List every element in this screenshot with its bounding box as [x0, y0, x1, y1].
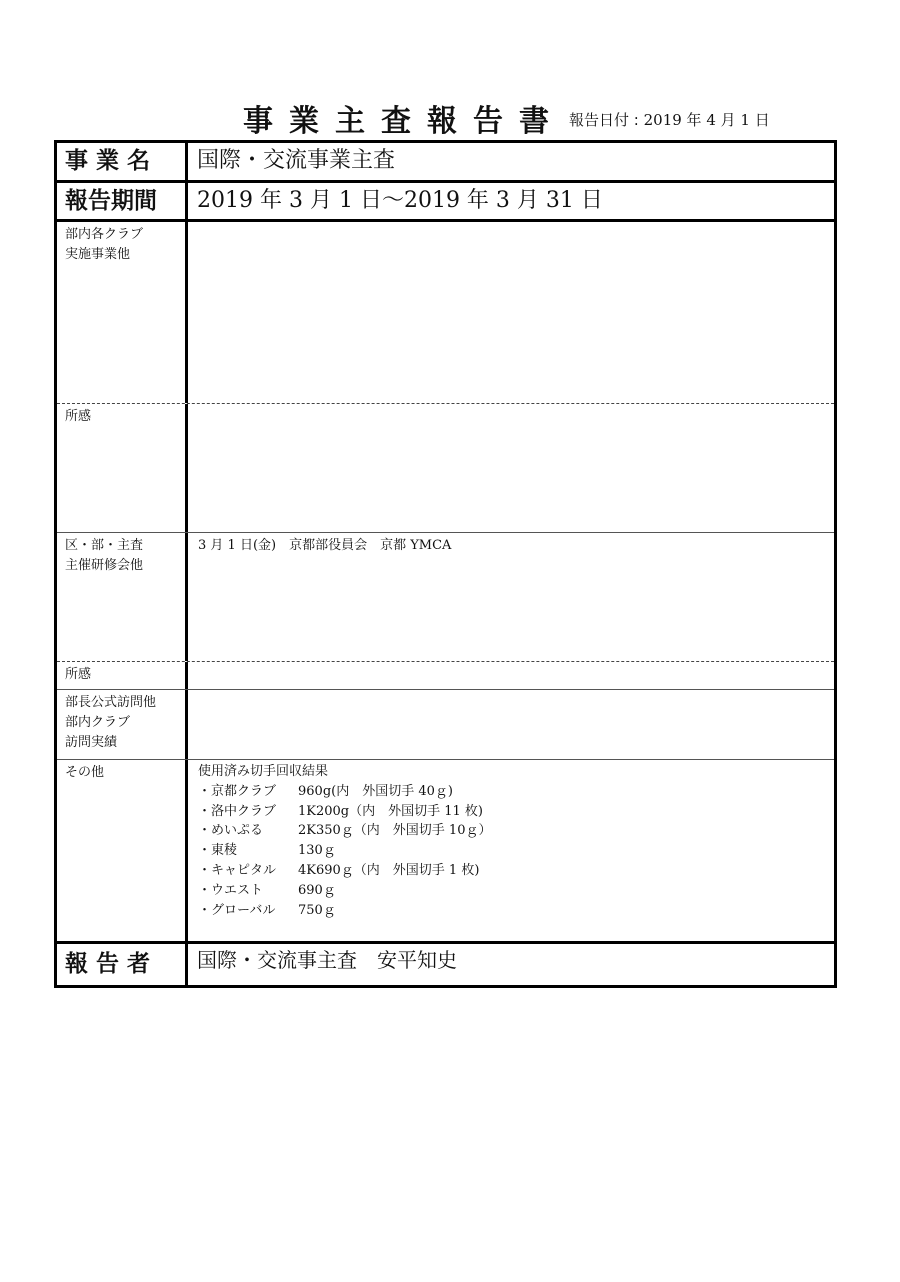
row-impression-2	[57, 662, 834, 690]
period-label: 報告期間	[57, 183, 188, 219]
row-other	[57, 760, 834, 944]
period-value: 2019 年 3 月 1 日～2019 年 3 月 31 日	[197, 188, 603, 213]
club-events-label	[57, 222, 188, 403]
list-item: ・めいぷる 2K350ｇ（内 外国切手 10ｇ）	[198, 823, 492, 839]
impression-1-label: 所感	[57, 404, 188, 532]
visits-label-line: 訪問実績	[65, 735, 118, 750]
club-events-label-line: 部内各クラブ	[65, 227, 144, 242]
visits-label	[57, 690, 188, 759]
training-value: 3 月 1 日(金) 京都部役員会 京都 YMCA	[198, 538, 452, 553]
stamp-results	[188, 760, 834, 941]
club-events-label-line: 実施事業他	[65, 247, 131, 262]
list-item: ・京都クラブ 960g(内 外国切手 40ｇ)	[198, 783, 453, 799]
club-events-value	[188, 222, 834, 403]
visits-label-line: 部内クラブ	[65, 715, 131, 730]
impression-2-value	[188, 662, 834, 689]
impression-2-label: 所感	[57, 662, 188, 689]
report-table	[54, 140, 837, 988]
training-label-line: 主催研修会他	[65, 558, 144, 573]
training-label-line: 区・部・主査	[65, 538, 144, 553]
stamp-results-heading: 使用済み切手回収結果	[198, 764, 329, 779]
training-label	[57, 533, 188, 661]
list-item: ・東稜 130ｇ	[198, 843, 336, 859]
row-training	[57, 533, 834, 662]
visits-label-line: 部長公式訪問他	[65, 695, 157, 710]
row-period	[57, 183, 834, 222]
row-impression-1	[57, 404, 834, 533]
impression-1-value	[188, 404, 834, 532]
reporter-label: 報 告 者	[57, 944, 188, 985]
list-item: ・洛中クラブ 1K200g（内 外国切手 11 枚)	[198, 803, 483, 819]
page-title: 事業主査報告書	[243, 104, 565, 139]
reporter-value: 国際・交流事主査 安平知史	[197, 948, 457, 972]
visits-value	[188, 690, 834, 759]
row-visits	[57, 690, 834, 760]
row-club-events	[57, 222, 834, 404]
report-date	[569, 109, 770, 130]
report-date-label: 報告日付 :	[569, 111, 639, 129]
report-date-value: 2019 年 4 月 1 日	[643, 111, 770, 129]
other-label: その他	[57, 760, 188, 941]
row-reporter	[57, 944, 834, 985]
list-item: ・ウエスト 690ｇ	[198, 882, 336, 898]
list-item: ・グローバル 750ｇ	[198, 902, 336, 918]
list-item: ・キャピタル 4K690ｇ（内 外国切手 1 枚)	[198, 862, 480, 878]
project-value: 国際・交流事業主査	[197, 148, 396, 173]
row-project	[57, 143, 834, 183]
project-label: 事 業 名	[57, 143, 188, 180]
